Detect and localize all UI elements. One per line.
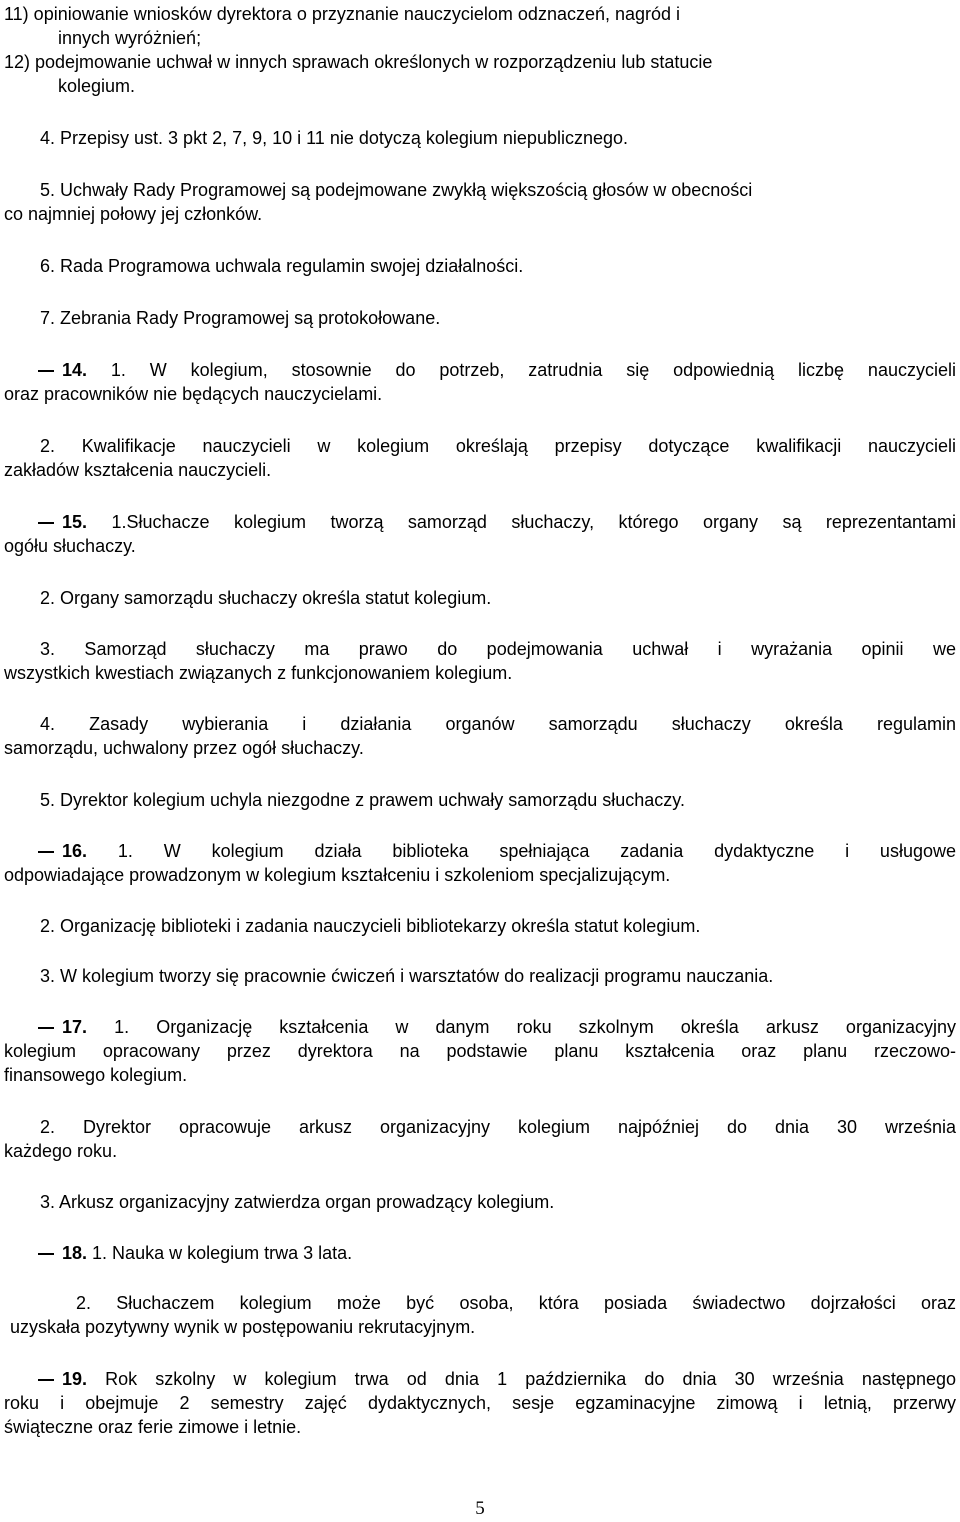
text-line	[40, 178, 752, 202]
line-text: uzyskała pozytywny wynik w postępowaniu rekrutacyjnym.	[10, 1317, 476, 1337]
section-mark-icon	[38, 1027, 54, 1029]
line-text: wszystkich kwestiach związanych z funkcjonowaniem kolegium.	[4, 663, 513, 683]
text-line	[4, 1063, 187, 1087]
line-text: odpowiadające prowadzonym w kolegium kształceniu i szkoleniom specjalizującym.	[4, 865, 671, 885]
line-text: 3. W kolegium tworzy się pracownie ćwiczeń i warsztatów do realizacji programu nauczania.	[40, 966, 774, 986]
line-text: 11) opiniowanie wniosków dyrektora o przyznanie nauczycielom odznaczeń, nagród i	[4, 4, 681, 24]
line-text: 1.Słuchacze kolegium tworzą samorząd słuchaczy, którego organy są reprezentantami	[111, 512, 956, 532]
text-line	[76, 1291, 956, 1315]
text-line	[62, 839, 956, 863]
line-text: 2. Słuchaczem kolegium może być osoba, która posiada świadectwo dojrzałości oraz	[76, 1293, 956, 1313]
line-text: 1. W kolegium, stosownie do potrzeb, zatrudnia się odpowiednią liczbę nauczycieli	[110, 360, 956, 380]
text-line	[40, 586, 491, 610]
text-line	[40, 788, 685, 812]
text-line	[58, 74, 135, 98]
line-text: 4. Przepisy ust. 3 pkt 2, 7, 9, 10 i 11 nie dotyczą kolegium niepublicznego.	[40, 128, 629, 148]
text-line	[62, 358, 956, 382]
line-text: ogółu słuchaczy.	[4, 536, 136, 556]
page-number: 5	[475, 1498, 485, 1519]
text-line	[40, 1190, 554, 1214]
line-text: 3. Samorząd słuchaczy ma prawo do podejmowania uchwał i wyrażania opinii we	[40, 639, 956, 659]
line-text: 2. Organizację biblioteki i zadania nauczycieli bibliotekarzy określa statut kolegium.	[40, 916, 701, 936]
line-text: każdego roku.	[4, 1141, 118, 1161]
section-mark-icon	[38, 370, 54, 372]
line-text: 2. Organy samorządu słuchaczy określa statut kolegium.	[40, 588, 492, 608]
text-line	[40, 637, 956, 661]
text-line	[4, 1039, 956, 1063]
section-number: 16.	[62, 841, 88, 861]
text-line	[62, 1367, 956, 1391]
line-text: oraz pracowników nie będących nauczycielami.	[4, 384, 383, 404]
text-line	[40, 254, 523, 278]
line-text: kolegium opracowany przez dyrektora na podstawie planu kształcenia oraz planu rzeczowo-	[4, 1041, 956, 1061]
line-text: roku i obejmuje 2 semestry zajęć dydaktycznych, sesje egzaminacyjne zimową i letnią, przerwy	[4, 1393, 956, 1413]
line-text: 2. Dyrektor opracowuje arkusz organizacyjny kolegium najpóźniej do dnia 30 września	[40, 1117, 956, 1137]
section-mark-icon	[38, 1253, 54, 1255]
section-mark-icon	[38, 851, 54, 853]
line-text: innych wyróżnień;	[58, 28, 202, 48]
section-number: 17.	[62, 1017, 88, 1037]
text-line	[4, 736, 364, 760]
line-text: 3. Arkusz organizacyjny zatwierdza organ prowadzący kolegium.	[40, 1192, 555, 1212]
text-line	[4, 1391, 956, 1415]
text-line	[4, 534, 136, 558]
section-number: 14.	[62, 360, 88, 380]
line-text: 1. Organizację kształcenia w danym roku szkolnym określa arkusz organizacyjny	[114, 1017, 956, 1037]
line-text: co najmniej połowy jej członków.	[4, 204, 263, 224]
text-line	[40, 126, 628, 150]
line-text: 5. Uchwały Rady Programowej są podejmowane zwykłą większością głosów w obecności	[40, 180, 753, 200]
text-line	[4, 458, 271, 482]
text-line	[4, 863, 670, 887]
line-text: kolegium.	[58, 76, 136, 96]
line-text: 7. Zebrania Rady Programowej są protokołowane.	[40, 308, 441, 328]
line-text: 1. Nauka w kolegium trwa 3 lata.	[92, 1243, 353, 1263]
text-line	[40, 712, 956, 736]
line-text: 6. Rada Programowa uchwala regulamin swojej działalności.	[40, 256, 524, 276]
line-text: świąteczne oraz ferie zimowe i letnie.	[4, 1417, 302, 1437]
line-text: samorządu, uchwalony przez ogół słuchaczy.	[4, 738, 364, 758]
text-line	[4, 1139, 117, 1163]
line-text: 1. W kolegium działa biblioteka spełniająca zadania dydaktyczne i usługowe	[117, 841, 956, 861]
text-line	[4, 2, 680, 26]
text-line	[4, 382, 382, 406]
line-text: zakładów kształcenia nauczycieli.	[4, 460, 272, 480]
section-mark-icon	[38, 522, 54, 524]
line-text: Rok szkolny w kolegium trwa od dnia 1 października do dnia 30 września następnego	[105, 1369, 956, 1389]
line-text: 2. Kwalifikacje nauczycieli w kolegium określają przepisy dotyczące kwalifikacji nauczycieli	[40, 436, 956, 456]
text-line	[40, 306, 440, 330]
line-text: finansowego kolegium.	[4, 1065, 188, 1085]
text-line	[40, 434, 956, 458]
text-line	[4, 1415, 301, 1439]
line-text: 12) podejmowanie uchwał w innych sprawach określonych w rozporządzeniu lub statucie	[4, 52, 713, 72]
text-line	[40, 1115, 956, 1139]
text-line	[10, 1315, 475, 1339]
text-line	[4, 202, 262, 226]
text-line	[40, 914, 700, 938]
text-line	[4, 50, 712, 74]
text-line	[40, 964, 773, 988]
text-line	[62, 1015, 956, 1039]
text-line	[4, 661, 512, 685]
line-text: 4. Zasady wybierania i działania organów samorządu słuchaczy określa regulamin	[40, 714, 956, 734]
line-text: 5. Dyrektor kolegium uchyla niezgodne z prawem uchwały samorządu słuchaczy.	[40, 790, 685, 810]
section-number: 19.	[62, 1369, 88, 1389]
text-line	[62, 1241, 352, 1265]
section-number: 15.	[62, 512, 88, 532]
text-line	[62, 510, 956, 534]
section-mark-icon	[38, 1379, 54, 1381]
text-line	[58, 26, 201, 50]
section-number: 18.	[62, 1243, 88, 1263]
